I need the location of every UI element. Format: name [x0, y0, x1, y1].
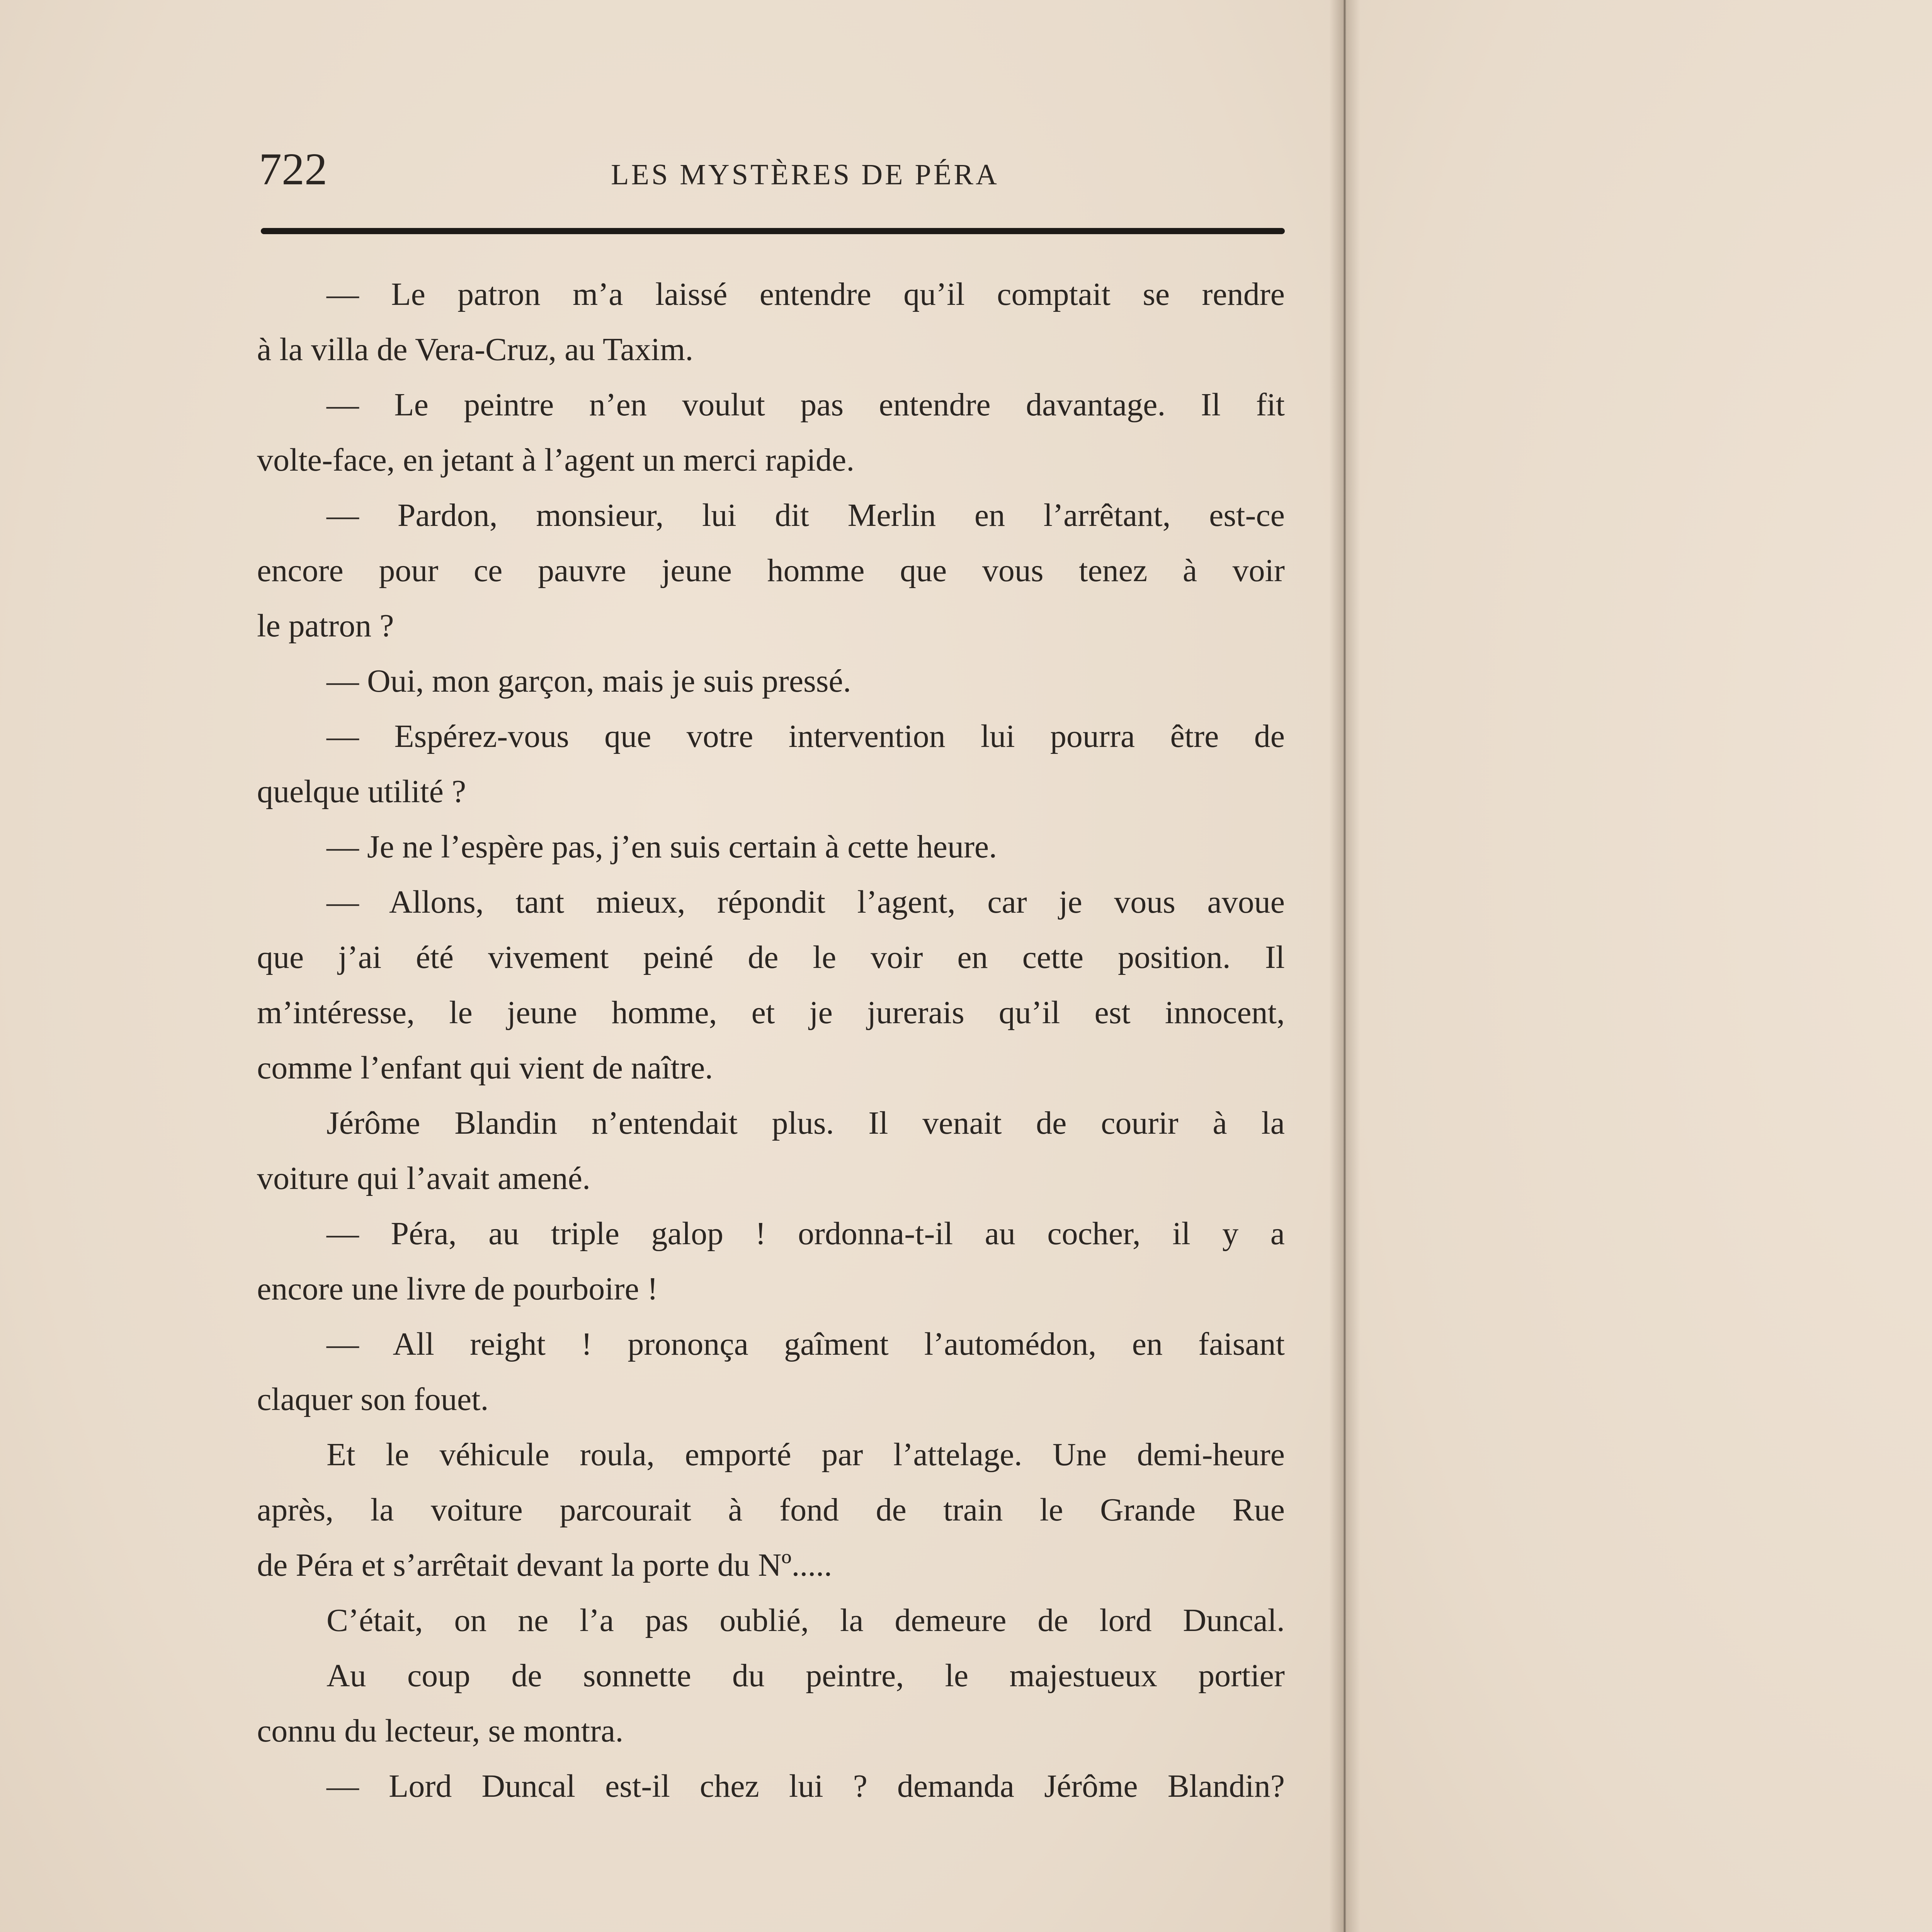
- page-number: 722: [259, 144, 327, 194]
- text-line: C’était, on ne l’a pas oublié, la demeure de lord Duncal.: [327, 1602, 1285, 1638]
- text-line: — Péra, au triple galop ! ordonna-t-il au cocher, il y a: [327, 1216, 1285, 1252]
- text-line: comme l’enfant qui vient de naître.: [257, 1050, 713, 1086]
- running-head: LES MYSTÈRES DE PÉRA: [611, 158, 999, 191]
- text-line: connu du lecteur, se montra.: [257, 1713, 624, 1749]
- text-line: — Oui, mon garçon, mais je suis pressé.: [327, 663, 851, 699]
- text-line: — Je ne l’espère pas, j’en suis certain à cette heure.: [327, 829, 997, 865]
- text-line: — Le peintre n’en voulut pas entendre davantage. Il fit: [327, 387, 1285, 423]
- text-line: — Lord Duncal est-il chez lui ? demanda Jérôme Blandin?: [327, 1768, 1285, 1804]
- text-line: — Pardon, monsieur, lui dit Merlin en l’arrêtant, est-ce: [327, 497, 1285, 533]
- right-page: [1345, 0, 1932, 1932]
- header-rule: [261, 228, 1285, 234]
- text-line: Jérôme Blandin n’entendait plus. Il venait de courir à la: [327, 1105, 1285, 1141]
- text-line: — Allons, tant mieux, répondit l’agent, car je vous avoue: [327, 884, 1285, 920]
- text-line: quelque utilité ?: [257, 774, 466, 810]
- text-line: à la villa de Vera-Cruz, au Taxim.: [257, 332, 694, 367]
- text-line: voiture qui l’avait amené.: [257, 1160, 591, 1196]
- page-body-text: [257, 267, 1285, 1814]
- text-line: m’intéresse, le jeune homme, et je jurerais qu’il est innocent,: [257, 995, 1285, 1031]
- text-line: encore une livre de pourboire !: [257, 1271, 658, 1307]
- text-line: après, la voiture parcourait à fond de train le Grande Rue: [257, 1492, 1285, 1528]
- text-line: volte-face, en jetant à l’agent un merci rapide.: [257, 442, 855, 478]
- text-line: Et le véhicule roula, emporté par l’attelage. Une demi-heure: [327, 1437, 1285, 1473]
- text-line: que j’ai été vivement peiné de le voir en cette position. Il: [257, 939, 1285, 975]
- text-line: — Le patron m’a laissé entendre qu’il comptait se rendre: [327, 276, 1285, 312]
- text-line: encore pour ce pauvre jeune homme que vous tenez à voir: [257, 553, 1285, 588]
- text-line: de Péra et s’arrêtait devant la porte du Nº.....: [257, 1547, 832, 1583]
- left-page-header: [259, 143, 1283, 196]
- text-line: — Espérez-vous que votre intervention lui pourra être de: [327, 718, 1285, 754]
- text-line: — All reight ! prononça gaîment l’automédon, en faisant: [327, 1326, 1285, 1362]
- text-line: Au coup de sonnette du peintre, le majestueux portier: [327, 1658, 1285, 1694]
- text-line: le patron ?: [257, 608, 394, 644]
- text-line: claquer son fouet.: [257, 1381, 489, 1417]
- book-gutter: [1329, 0, 1360, 1932]
